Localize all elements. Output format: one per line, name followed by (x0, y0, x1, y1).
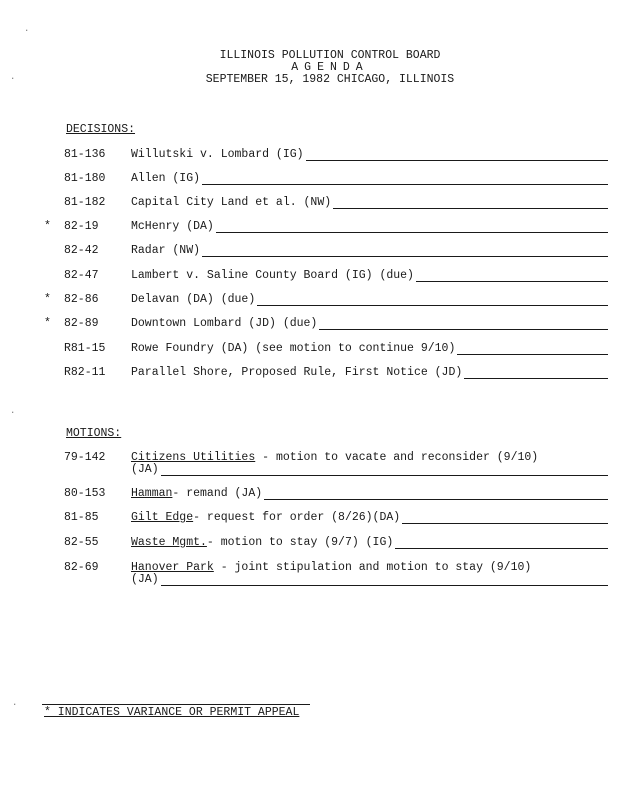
motion-row (44, 451, 608, 479)
motion-row (44, 561, 608, 589)
asterisk-marker: * (44, 293, 51, 306)
case-title: Radar (NW) (131, 244, 201, 257)
motion-party: Waste Mgmt. (131, 536, 207, 549)
decision-row (44, 317, 608, 331)
blank-line (464, 368, 608, 379)
docket-number: 80-153 (64, 487, 106, 500)
case-title: Parallel Shore, Proposed Rule, First Notice (JD) (131, 366, 463, 379)
motion-row (44, 536, 608, 550)
blank-line (306, 150, 608, 161)
docket-number: 82-86 (64, 293, 99, 306)
motion-row (44, 487, 608, 501)
motion-description: - motion to stay (9/7) (IG) (206, 536, 394, 549)
scan-speck: · (10, 74, 16, 84)
motion-party: Citizens Utilities (131, 451, 256, 464)
docket-number: 82-55 (64, 536, 99, 549)
blank-line (202, 246, 608, 257)
case-title: Delavan (DA) (due) (131, 293, 256, 306)
case-title: Allen (IG) (131, 172, 201, 185)
case-title: McHenry (DA) (131, 220, 214, 233)
scan-speck: · (24, 26, 30, 36)
docket-number: 79-142 (64, 451, 106, 464)
docket-number: 82-89 (64, 317, 99, 330)
motions-heading: MOTIONS: (66, 427, 122, 440)
decision-row (44, 244, 608, 258)
blank-line (402, 513, 608, 524)
meeting-date-location: SEPTEMBER 15, 1982 CHICAGO, ILLINOIS (205, 73, 455, 86)
decision-row (44, 269, 608, 283)
scan-speck: · (10, 408, 16, 418)
blank-line (395, 538, 608, 549)
blank-line (416, 271, 608, 282)
docket-number: 82-69 (64, 561, 99, 574)
decision-row (44, 366, 608, 380)
motion-row (44, 511, 608, 525)
blank-line (457, 344, 608, 355)
docket-number: 82-47 (64, 269, 99, 282)
motion-party: Hanover Park (131, 561, 214, 574)
case-title: Lambert v. Saline County Board (IG) (due) (131, 269, 414, 282)
docket-number: 82-19 (64, 220, 99, 233)
document-title: AGENDA (291, 61, 369, 74)
decision-row (44, 196, 608, 210)
motion-party: Gilt Edge (131, 511, 194, 524)
docket-number: 81-85 (64, 511, 99, 524)
case-title: Rowe Foundry (DA) (see motion to continue 9/10) (131, 342, 456, 355)
asterisk-marker: * (44, 317, 51, 330)
docket-number: R82-11 (64, 366, 106, 379)
blank-line (319, 319, 608, 330)
blank-line (161, 575, 608, 586)
footer-divider (42, 704, 310, 705)
motion-description: - motion to vacate and reconsider (9/10) (255, 451, 539, 464)
footnote: * INDICATES VARIANCE OR PERMIT APPEAL (44, 706, 300, 719)
decision-row (44, 342, 608, 356)
blank-line (216, 222, 608, 233)
motion-description: - remand (JA) (172, 487, 263, 500)
docket-number: 81-180 (64, 172, 106, 185)
asterisk-marker: * (44, 220, 51, 233)
motion-continuation: (JA) (131, 573, 159, 586)
decision-row (44, 293, 608, 307)
blank-line (257, 295, 608, 306)
decision-row (44, 172, 608, 186)
motion-description: - joint stipulation and motion to stay (9/10) (213, 561, 532, 574)
board-name: ILLINOIS POLLUTION CONTROL BOARD (219, 49, 441, 62)
motion-description: - request for order (8/26)(DA) (193, 511, 401, 524)
docket-number: 81-136 (64, 148, 106, 161)
docket-number: R81-15 (64, 342, 106, 355)
docket-number: 81-182 (64, 196, 106, 209)
case-title: Downtown Lombard (JD) (due) (131, 317, 318, 330)
motion-party: Hamman (131, 487, 173, 500)
decision-row (44, 220, 608, 234)
case-title: Willutski v. Lombard (IG) (131, 148, 304, 161)
motion-continuation: (JA) (131, 463, 159, 476)
blank-line (264, 489, 608, 500)
case-title: Capital City Land et al. (NW) (131, 196, 332, 209)
scan-speck: · (12, 700, 18, 710)
docket-number: 82-42 (64, 244, 99, 257)
blank-line (202, 174, 608, 185)
decision-row (44, 148, 608, 162)
decisions-heading: DECISIONS: (66, 123, 136, 136)
blank-line (161, 465, 608, 476)
blank-line (333, 198, 608, 209)
